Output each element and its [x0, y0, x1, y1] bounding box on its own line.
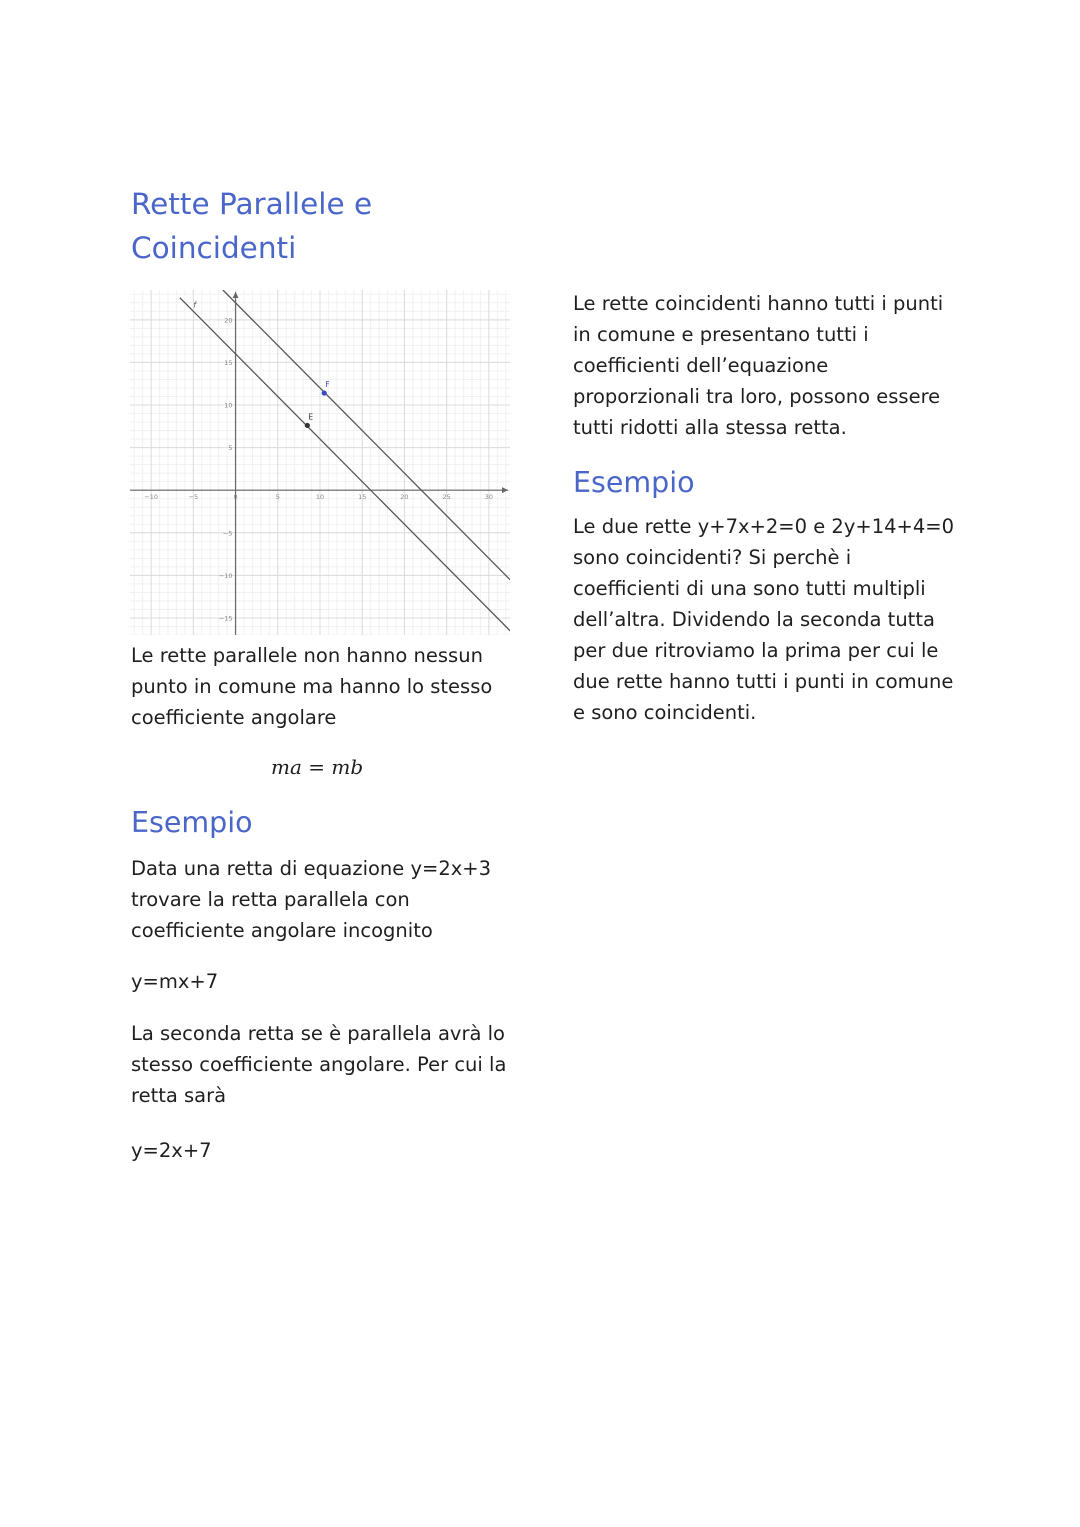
example-text-right: Le due rette y+7x+2=0 e 2y+14+4=0 sono coincidenti? Si perchè i coefficienti di una sono tutti multipli dell’altra. Dividendo la seconda tutta per due ritroviamo la prima per cui le due rette hanno tutti i punti in comune e sono coincidenti.: [573, 515, 955, 724]
coincident-description: Le rette coincidenti hanno tutti i punti in comune e presentano tutti i coefficienti dell’equazione proporzionali tra loro, possono essere tutti ridotti alla stessa retta.: [573, 292, 944, 439]
y-axis-arrow: [233, 292, 239, 298]
point-e: [305, 423, 310, 428]
line-graph: [130, 290, 510, 635]
x-tick-label: 30: [484, 493, 494, 502]
x-tick-label: 20: [400, 493, 409, 502]
y-tick-label: −10: [218, 571, 233, 580]
example-heading-left: Esempio: [131, 806, 253, 839]
series-label: f: [193, 300, 196, 310]
parallel-description: Le rette parallele non hanno nessun punto in comune ma hanno lo stesso coefficiente angolare: [131, 644, 493, 729]
series-line-2: [223, 290, 510, 580]
y-tick-label: 10: [224, 401, 233, 410]
point-label: E: [308, 412, 314, 422]
example-heading-right: Esempio: [573, 466, 695, 499]
y-tick-label: 5: [228, 444, 233, 453]
explanation-text: La seconda retta se è parallela avrà lo stesso coefficiente angolare. Per cui la retta sarà: [131, 1022, 507, 1107]
point-label: F: [325, 380, 330, 390]
point-f: [322, 390, 327, 395]
x-tick-label: 0: [233, 493, 238, 502]
x-tick-label: −5: [188, 493, 199, 502]
x-tick-label: 5: [275, 493, 280, 502]
page-title: Rette Parallele e Coincidenti: [131, 187, 373, 265]
y-tick-label: 15: [224, 358, 233, 367]
x-tick-label: −10: [144, 493, 158, 502]
equation-result: y=2x+7: [131, 1139, 212, 1162]
example-text-left: Data una retta di equazione y=2x+3 trovare la retta parallela con coefficiente angolare incognito: [131, 857, 492, 942]
y-tick-label: 20: [224, 316, 233, 325]
parallel-formula: ma = mb: [271, 755, 364, 779]
x-tick-label: 25: [442, 493, 451, 502]
y-tick-label: −5: [222, 529, 233, 538]
y-tick-label: −15: [218, 614, 233, 623]
equation-unknown: y=mx+7: [131, 970, 219, 993]
x-tick-label: 10: [315, 493, 325, 502]
x-tick-label: 15: [358, 493, 367, 502]
x-axis-arrow: [502, 487, 508, 493]
